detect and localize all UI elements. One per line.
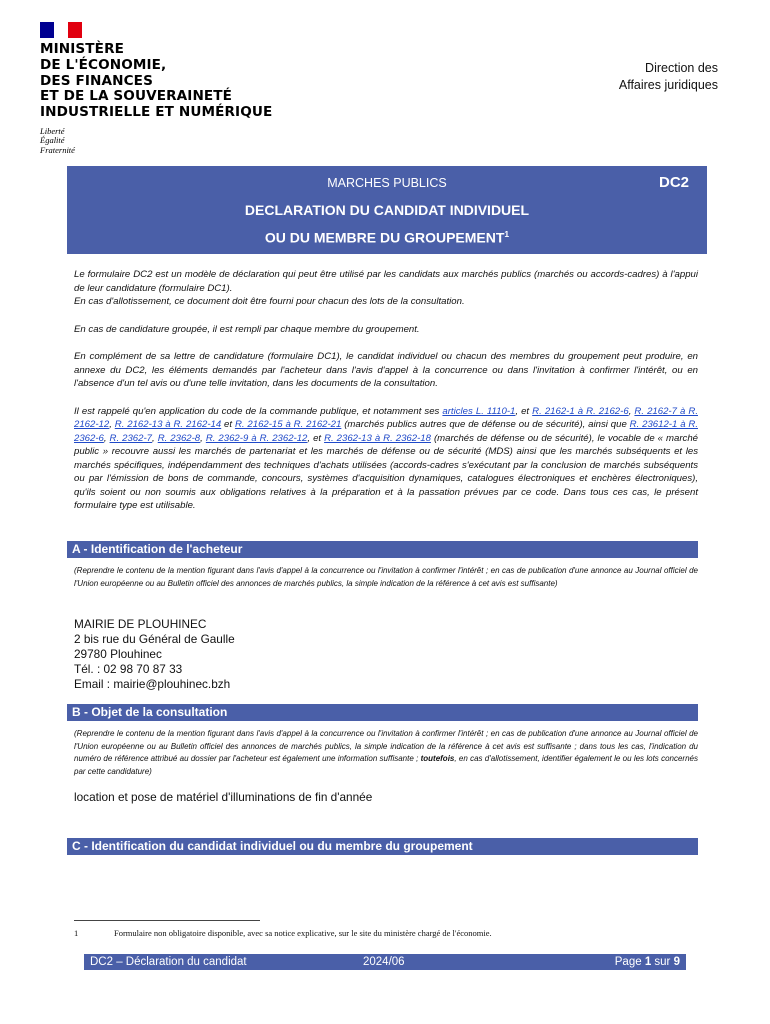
text: et xyxy=(221,419,235,430)
text: Page xyxy=(614,956,645,968)
section-b-header: B - Objet de la consultation xyxy=(67,704,698,721)
footer-page-number xyxy=(615,954,680,970)
buyer-city: 29780 Plouhinec xyxy=(74,647,162,661)
ministry-line: INDUSTRIELLE ET NUMÉRIQUE xyxy=(40,104,273,121)
text: sur xyxy=(651,956,674,968)
intro-sentence: Le formulaire DC2 est un modèle de déclaration qui peut être utilisé par les candidats aux marchés publics (marchés ou accords-cadres) à l'appui de leur candidature (formulaire DC1). xyxy=(74,269,698,294)
flag-icon xyxy=(40,22,82,38)
footer-version: 2024/06 xyxy=(363,956,405,968)
motto-line: Fraternité xyxy=(40,144,75,155)
footnote xyxy=(74,928,492,938)
form-header xyxy=(67,166,707,254)
legal-link[interactable]: articles L. 1110-1 xyxy=(442,405,516,417)
section-b-note xyxy=(74,728,698,778)
ministry-logo xyxy=(40,22,272,155)
ministry-line: DES FINANCES xyxy=(40,72,153,89)
direction-line-1: Direction des xyxy=(645,61,718,75)
section-a-header: A - Identification de l'acheteur xyxy=(67,541,698,558)
total-pages: 9 xyxy=(673,956,680,968)
section-c-header: C - Identification du candidat individuel ou du membre du groupement xyxy=(67,838,698,855)
footer-doc-title: DC2 – Déclaration du candidat xyxy=(90,956,247,968)
footnote-text: Formulaire non obligatoire disponible, avec sa notice explicative, sur le site du ministère chargé de l'économie. xyxy=(114,928,492,938)
text: , et xyxy=(307,432,325,444)
legal-link[interactable]: R. 2362-9 à R. 2362-12 xyxy=(205,432,308,444)
form-title-line-2 xyxy=(67,229,707,246)
republic-motto xyxy=(40,127,272,156)
legal-link[interactable]: R. 2162-1 à R. 2162-6 xyxy=(532,405,629,417)
buyer-address: 2 bis rue du Général de Gaulle xyxy=(74,632,235,646)
form-title-line-1: DECLARATION DU CANDIDAT INDIVIDUEL xyxy=(244,202,530,218)
section-a-note: (Reprendre le contenu de la mention figurant dans l'avis d'appel à la concurrence ou l'invitation à confirmer l'intérêt ; en cas de publication d'une annonce au Journal officiel de l'Union européenne ou au Bulletin officiel des annonces de marchés publics, la simple indication de la référence à cet avis est suffisante) xyxy=(74,566,698,588)
legal-link[interactable]: R. 2362-7 xyxy=(109,432,153,444)
text: (marchés publics autres que de défense ou de sécurité), ainsi que xyxy=(341,419,630,430)
intro-paragraph xyxy=(74,268,698,309)
buyer-phone: Tél. : 02 98 70 87 33 xyxy=(74,662,183,676)
consultation-object: location et pose de matériel d'illuminations de fin d'année xyxy=(74,790,373,804)
note-emphasis: toutefois xyxy=(420,754,455,763)
form-category: MARCHES PUBLICS xyxy=(327,176,447,190)
intro-paragraph: En cas de candidature groupée, il est rempli par chaque membre du groupement. xyxy=(74,323,420,335)
buyer-email: Email : mairie@plouhinec.bzh xyxy=(74,677,231,691)
intro-paragraph: En complément de sa lettre de candidature (formulaire DC1), le candidat individuel ou chacun des membres du groupement peut produire, en annexe du DC2, les éléments demandés par l'acheteur dans l'avis d'appel à la concurrence ou dans l'invitation à confirmer l'intérêt, ou en l'absence d'un tel avis ou d'une telle invitation, dans les documents de la consultation. xyxy=(74,351,698,389)
flag-white-band xyxy=(54,22,68,38)
footnote-reference[interactable]: 1 xyxy=(504,229,510,239)
text: , xyxy=(109,419,115,430)
text: , xyxy=(200,432,206,444)
form-code: DC2 xyxy=(658,174,689,191)
ministry-line: DE L'ÉCONOMIE, xyxy=(40,56,167,73)
direction-label xyxy=(619,60,718,93)
legal-link[interactable]: R. 2362-13 à R. 2362-18 xyxy=(324,432,431,444)
footnote-mark: 1 xyxy=(74,928,79,938)
motto-line: Liberté xyxy=(40,125,65,136)
motto-line: Égalité xyxy=(40,135,65,146)
note-text: , en cas d'allotissement, identifier également le ou les lots concernés par cette candidature) xyxy=(74,754,698,776)
page-footer xyxy=(84,954,686,970)
flag-blue-band xyxy=(40,22,54,38)
text: (marchés de défense ou de sécurité), le vocable de « marché public » recouvre aussi les marchés de partenariat et les marchés de défense ou de sécurité (MDS) ainsi que les marchés subséquents et les marchés spécifiques, indépendamment des techniques d'achats utilisées (accords-cadres s'exécutant par la conclusion de marchés subséquents ou par l'émission de bons de commande, concours, systèmes d'acquisition dynamiques, catalogues électroniques et enchères électroniques), qu'ils soient ou non soumis aux obligations relatives à la préparation et à la passation prévues par ce code. Dans tous ces cas, le présent formulaire type est utilisable. xyxy=(74,432,698,511)
legal-link[interactable]: R. 23612-1 à R. 2362-6 xyxy=(74,419,698,444)
ministry-line: ET DE LA SOUVERAINETÉ xyxy=(40,88,233,105)
ministry-line: MINISTÈRE xyxy=(40,41,125,57)
intro-sentence: En cas d'allotissement, ce document doit être fourni pour chacun des lots de la consultation. xyxy=(74,296,465,307)
legal-link[interactable]: R. 2162-13 à R. 2162-14 xyxy=(114,419,222,430)
current-page: 1 xyxy=(644,956,652,968)
footnote-separator xyxy=(74,920,260,921)
text: , xyxy=(628,405,635,417)
form-title-text: OU DU MEMBRE DU GROUPEMENT xyxy=(264,229,505,246)
note-text: (Reprendre le contenu de la mention figurant dans l'avis d'appel à la concurrence ou l'invitation à confirmer l'intérêt ; en cas de publication d'une annonce au Journal officiel de l'Union européenne ou au Bulletin officiel des annonces de marchés publics, la simple indication de la référence à cet avis est suffisante ; dans tous les cas, l'indication du numéro de référence attribué au dossier par l'acheteur est également une information suffisante ; xyxy=(74,729,698,763)
text: Il est rappelé qu'en application du code de la commande publique, et notamment ses xyxy=(74,405,443,417)
text: , xyxy=(152,432,158,444)
legal-link[interactable]: R. 2162-7 à R. 2162-12 xyxy=(74,405,698,430)
legal-link[interactable]: R. 2362-8 xyxy=(157,432,201,444)
buyer-name: MAIRIE DE PLOUHINEC xyxy=(74,617,207,631)
intro-text xyxy=(74,268,698,527)
ministry-name xyxy=(40,42,272,121)
direction-line-2: Affaires juridiques xyxy=(618,77,718,92)
buyer-identification xyxy=(74,617,235,692)
text: , xyxy=(103,432,110,444)
intro-paragraph-legal xyxy=(74,405,698,513)
text: , et xyxy=(515,405,533,417)
legal-link[interactable]: R. 2162-15 à R. 2162-21 xyxy=(234,419,342,430)
flag-red-band xyxy=(68,22,82,38)
